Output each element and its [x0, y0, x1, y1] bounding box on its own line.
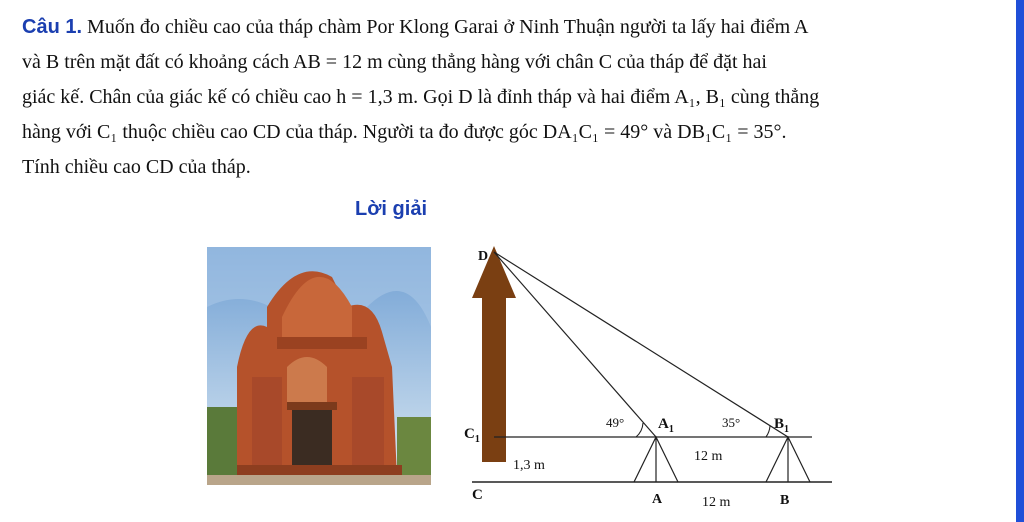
label-B: B — [780, 493, 790, 508]
problem-text — [22, 10, 1012, 185]
label-C: C — [472, 487, 483, 503]
tower-photo — [207, 247, 431, 485]
label-C1: $C_1$ — [464, 426, 480, 445]
label-B1: $B_1$ — [774, 416, 790, 435]
label-A1: $A_1$ — [658, 416, 674, 435]
tower-illustration — [207, 247, 431, 485]
tower-arrow — [472, 246, 516, 462]
angle-arc-B1 — [766, 426, 770, 437]
problem-line-2: và B trên mặt đất có khoảng cách AB = 12 m cùng thẳng hàng với chân C của tháp để đặt hai — [22, 51, 767, 73]
right-edge-bar — [1016, 0, 1024, 522]
problem-label: Câu 1. — [22, 16, 83, 38]
problem-line-4: hàng với C₁ thuộc chiều cao CD của tháp. Người ta đo được góc DA₁C₁ = 49° và DB₁C₁ = 35°. — [22, 121, 787, 143]
angle-label-B1: 35° — [722, 415, 741, 430]
tower-diagram — [440, 240, 840, 522]
sight-line-A1-D — [494, 252, 656, 437]
problem-line-5: Tính chiều cao CD của tháp. — [22, 156, 251, 178]
problem-line-3: giác kế. Chân của giác kế có chiều cao h = 1,3 m. Gọi D là đỉnh tháp và hai điểm A₁, B₁ cùng thẳng — [22, 86, 820, 108]
label-A: A — [652, 492, 663, 507]
problem-line-1: Câu 1. Muốn đo chiều cao của tháp chàm Por Klong Garai ở Ninh Thuận người ta lấy hai điểm A — [22, 16, 809, 38]
distance-label-top: 12 m — [694, 449, 723, 464]
distance-label-bottom: 12 m — [702, 495, 731, 510]
solution-heading: Lời giải — [355, 198, 428, 220]
angle-label-A1: 49° — [606, 415, 625, 430]
sight-line-B1-D — [494, 252, 788, 437]
tripod-B — [766, 437, 810, 482]
tripod-A — [634, 437, 678, 482]
angle-arc-A1 — [636, 423, 643, 437]
label-D: D — [478, 249, 489, 264]
height-label: 1,3 m — [513, 458, 545, 473]
